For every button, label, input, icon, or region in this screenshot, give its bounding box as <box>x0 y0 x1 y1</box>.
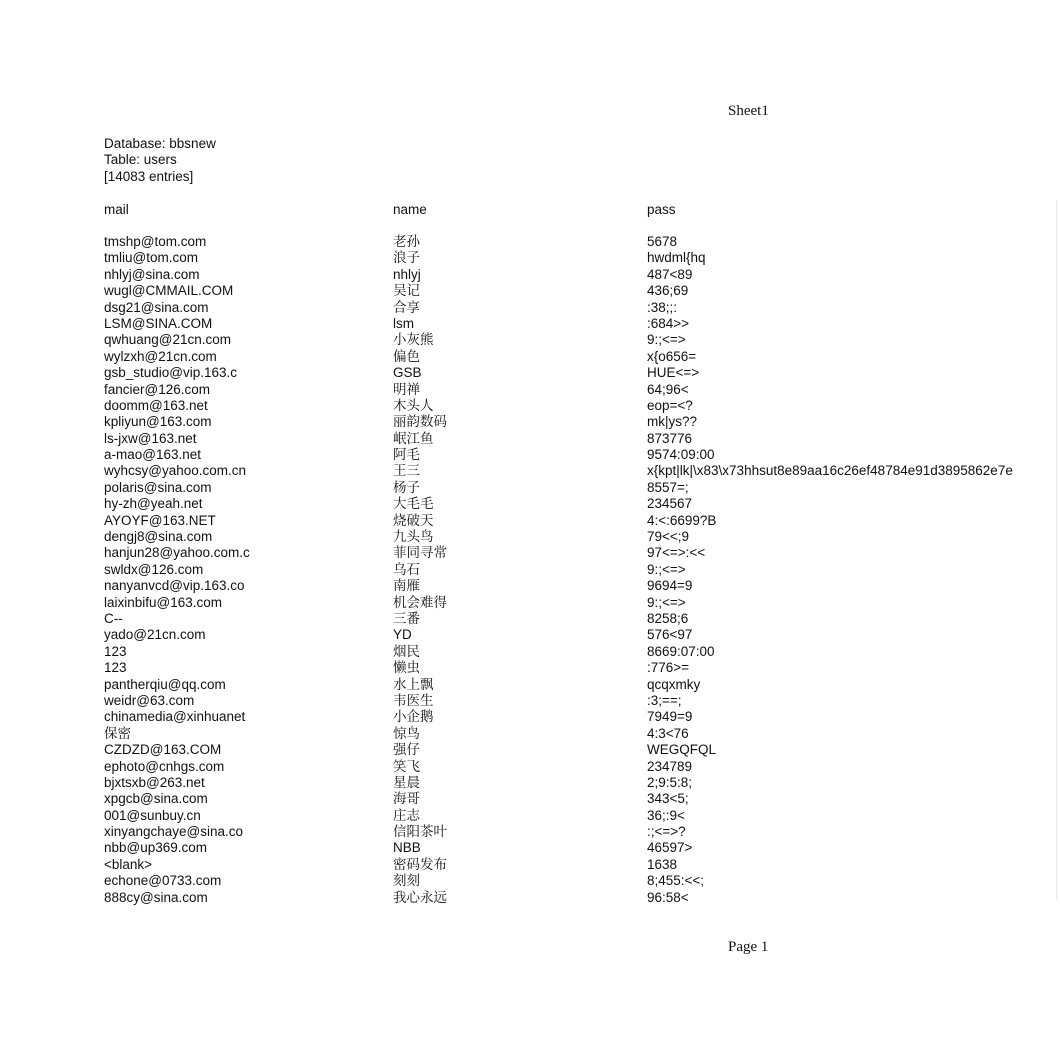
database-label: Database: bbsnew <box>104 136 216 151</box>
cell-pass: 5678 <box>647 234 678 249</box>
cell-pass: 436;69 <box>647 283 689 299</box>
cell-pass: 8557=; <box>647 479 689 495</box>
table-row <box>0 316 1060 332</box>
cell-pass: eop=<? <box>647 397 693 413</box>
table-row <box>0 545 1060 561</box>
cell-pass: 9694=9 <box>647 578 693 594</box>
table-row <box>0 693 1060 709</box>
cell-name: 老孙 <box>393 234 420 249</box>
cell-mail: a-mao@163.net <box>104 447 202 463</box>
cell-pass: :;<=>? <box>647 824 686 840</box>
table-row <box>0 496 1060 512</box>
table-row <box>0 398 1060 414</box>
cell-pass: 234789 <box>647 758 693 774</box>
cell-pass: 9574:09:00 <box>647 447 715 463</box>
column-header-name: name <box>393 202 427 217</box>
table-row <box>0 840 1060 856</box>
cell-mail: LSM@SINA.COM <box>104 315 213 331</box>
table-row <box>0 595 1060 611</box>
cell-mail: tmshp@tom.com <box>104 234 207 249</box>
table-row <box>0 349 1060 365</box>
cell-mail: 888cy@sina.com <box>104 889 208 905</box>
cell-pass: 9:;<=> <box>647 594 686 610</box>
cell-pass: 7949=9 <box>647 709 693 725</box>
table-row <box>0 808 1060 824</box>
cell-pass: 343<5; <box>647 791 689 807</box>
cell-mail: ls-jxw@163.net <box>104 430 197 446</box>
table-row <box>0 414 1060 430</box>
table-row <box>0 742 1060 758</box>
table-row <box>0 267 1060 283</box>
table-row <box>0 578 1060 594</box>
table-row <box>0 513 1060 529</box>
cell-pass: 234567 <box>647 496 693 512</box>
table-row <box>0 824 1060 840</box>
cell-name: 阿毛 <box>393 447 420 463</box>
cell-name: 木头人 <box>393 397 434 413</box>
cell-pass: 64;96< <box>647 381 689 397</box>
cell-pass: 4:3<76 <box>647 725 689 741</box>
cell-pass: 4:<:6699?B <box>647 512 717 528</box>
cell-name: 强仔 <box>393 742 420 758</box>
cell-mail: nanyanvcd@vip.163.co <box>104 578 245 594</box>
cell-mail: hanjun28@yahoo.com.c <box>104 545 250 561</box>
cell-pass: 36;:9< <box>647 807 685 823</box>
cell-name: 偏色 <box>393 348 420 364</box>
cell-pass: 487<89 <box>647 266 693 282</box>
cell-mail: gsb_studio@vip.163.c <box>104 365 238 381</box>
table-row <box>0 709 1060 725</box>
cell-mail: wyhcsy@yahoo.com.cn <box>104 463 247 479</box>
cell-name: 信阳茶叶 <box>393 824 447 840</box>
table-row <box>0 759 1060 775</box>
cell-mail: chinamedia@xinhuanet <box>104 709 246 725</box>
cell-name: 吴记 <box>393 283 420 299</box>
cell-pass: qcqxmky <box>647 676 701 692</box>
cell-name: 三番 <box>393 610 420 626</box>
entry-count: [14083 entries] <box>104 168 194 184</box>
cell-name: 丽韵数码 <box>393 414 447 430</box>
cell-name: 烟民 <box>393 643 420 659</box>
cell-pass: 97<=>:<< <box>647 545 706 561</box>
page-edge-divider <box>1056 200 1057 900</box>
cell-mail: 123 <box>104 660 127 676</box>
cell-pass: 79<<;9 <box>647 529 690 545</box>
cell-pass: 873776 <box>647 430 693 446</box>
cell-pass: HUE<=> <box>647 365 700 381</box>
table-row <box>0 791 1060 807</box>
cell-mail: nbb@up369.com <box>104 840 208 856</box>
column-header-mail: mail <box>104 202 129 217</box>
table-row <box>0 463 1060 479</box>
cell-name: 王三 <box>393 463 420 479</box>
cell-pass: 8;455:<<; <box>647 873 705 889</box>
cell-mail: weidr@63.com <box>104 692 195 708</box>
cell-mail: bjxtsxb@263.net <box>104 774 205 790</box>
page-number: Page 1 <box>728 939 769 955</box>
cell-mail: xinyangchaye@sina.co <box>104 824 244 840</box>
cell-mail: dsg21@sina.com <box>104 299 209 315</box>
cell-name: YD <box>393 627 412 643</box>
table-row <box>0 529 1060 545</box>
cell-mail: ephoto@cnhgs.com <box>104 758 225 774</box>
cell-name: 南雁 <box>393 578 420 594</box>
cell-name: 小企鹅 <box>393 709 434 725</box>
cell-name: NBB <box>393 840 421 856</box>
cell-name: 烧破天 <box>393 512 434 528</box>
cell-name: 星晨 <box>393 774 420 790</box>
cell-pass: x{kpt|lk|\x83\x73hhsut8e89aa16c26ef48784e91d3895862e7e <box>647 463 1013 479</box>
cell-pass: :776>= <box>647 660 690 676</box>
table-row <box>0 382 1060 398</box>
cell-mail: 123 <box>104 643 127 659</box>
cell-pass: :38;;: <box>647 299 678 315</box>
table-row <box>0 873 1060 889</box>
cell-pass: 1638 <box>647 856 678 872</box>
cell-mail: 001@sunbuy.cn <box>104 807 201 823</box>
cell-pass: WEGQFQL <box>647 742 717 758</box>
table-row <box>0 250 1060 266</box>
cell-name: 海哥 <box>393 791 420 807</box>
cell-mail: laixinbifu@163.com <box>104 594 223 610</box>
cell-name: 惊鸟 <box>393 725 420 741</box>
cell-pass: :3;==; <box>647 692 682 708</box>
cell-mail: 保密 <box>104 725 131 741</box>
table-label: Table: users <box>104 152 177 168</box>
sheet-title: Sheet1 <box>728 103 769 119</box>
cell-name: GSB <box>393 365 422 381</box>
table-row <box>0 726 1060 742</box>
cell-mail: tmliu@tom.com <box>104 250 198 266</box>
cell-name: 小灰熊 <box>393 332 434 348</box>
data-table-body <box>0 234 1060 906</box>
cell-mail: qwhuang@21cn.com <box>104 332 232 348</box>
cell-name: 水上飘 <box>393 676 434 692</box>
cell-name: 浪子 <box>393 250 420 266</box>
table-row <box>0 365 1060 381</box>
cell-mail: xpgcb@sina.com <box>104 791 208 807</box>
table-row <box>0 775 1060 791</box>
table-row <box>0 332 1060 348</box>
cell-name: 菲同寻常 <box>393 545 447 561</box>
cell-name: 刻刻 <box>393 873 420 889</box>
table-row <box>0 677 1060 693</box>
cell-pass: 9:;<=> <box>647 561 686 577</box>
cell-mail: hy-zh@yeah.net <box>104 496 203 512</box>
table-row <box>0 660 1060 676</box>
cell-mail: pantherqiu@qq.com <box>104 676 226 692</box>
table-row <box>0 300 1060 316</box>
cell-mail: AYOYF@163.NET <box>104 512 216 528</box>
cell-mail: C-- <box>104 610 123 626</box>
cell-pass: mk|ys?? <box>647 414 698 430</box>
cell-mail: wugl@CMMAIL.COM <box>104 283 234 299</box>
cell-mail: kpliyun@163.com <box>104 414 212 430</box>
cell-pass: 2;9:5:8; <box>647 774 693 790</box>
cell-name: 杨子 <box>393 479 420 495</box>
cell-name: 合享 <box>393 299 420 315</box>
table-row <box>0 611 1060 627</box>
cell-mail: wylzxh@21cn.com <box>104 348 217 364</box>
cell-mail: polaris@sina.com <box>104 479 212 495</box>
cell-pass: x{o656= <box>647 348 697 364</box>
cell-pass: 576<97 <box>647 627 693 643</box>
cell-name: 岷江鱼 <box>393 430 434 446</box>
cell-name: 乌石 <box>393 561 420 577</box>
cell-mail: swldx@126.com <box>104 561 204 577</box>
table-row <box>0 644 1060 660</box>
cell-name: 机会难得 <box>393 594 447 610</box>
cell-pass: :684>> <box>647 315 690 331</box>
cell-name: 韦医生 <box>393 692 434 708</box>
cell-pass: 96:58< <box>647 889 689 905</box>
table-row <box>0 234 1060 250</box>
cell-name: 密码发布 <box>393 856 447 872</box>
cell-pass: 9:;<=> <box>647 332 686 348</box>
cell-name: 懒虫 <box>393 660 420 676</box>
cell-name: nhlyj <box>393 266 421 282</box>
table-row <box>0 283 1060 299</box>
table-row <box>0 562 1060 578</box>
table-row <box>0 627 1060 643</box>
cell-name: 明禅 <box>393 381 420 397</box>
cell-mail: CZDZD@163.COM <box>104 742 222 758</box>
cell-pass: 8669:07:00 <box>647 643 715 659</box>
cell-name: 大毛毛 <box>393 496 434 512</box>
cell-mail: echone@0733.com <box>104 873 222 889</box>
table-row <box>0 890 1060 906</box>
cell-name: lsm <box>393 315 414 331</box>
cell-pass: 46597> <box>647 840 693 856</box>
cell-name: 庄志 <box>393 807 420 823</box>
cell-name: 笑飞 <box>393 758 420 774</box>
table-row <box>0 447 1060 463</box>
cell-pass: 8258;6 <box>647 610 689 626</box>
table-row <box>0 431 1060 447</box>
cell-name: 我心永远 <box>393 889 447 905</box>
cell-mail: doomm@163.net <box>104 397 208 413</box>
cell-mail: fancier@126.com <box>104 381 211 397</box>
table-row <box>0 480 1060 496</box>
cell-name: 九头鸟 <box>393 529 434 545</box>
table-metadata <box>104 136 216 185</box>
cell-mail: dengj8@sina.com <box>104 529 213 545</box>
cell-pass: hwdml{hq <box>647 250 706 266</box>
cell-mail: yado@21cn.com <box>104 627 206 643</box>
column-header-pass: pass <box>647 202 676 217</box>
table-row <box>0 857 1060 873</box>
cell-mail: <blank> <box>104 856 153 872</box>
cell-mail: nhlyj@sina.com <box>104 266 200 282</box>
